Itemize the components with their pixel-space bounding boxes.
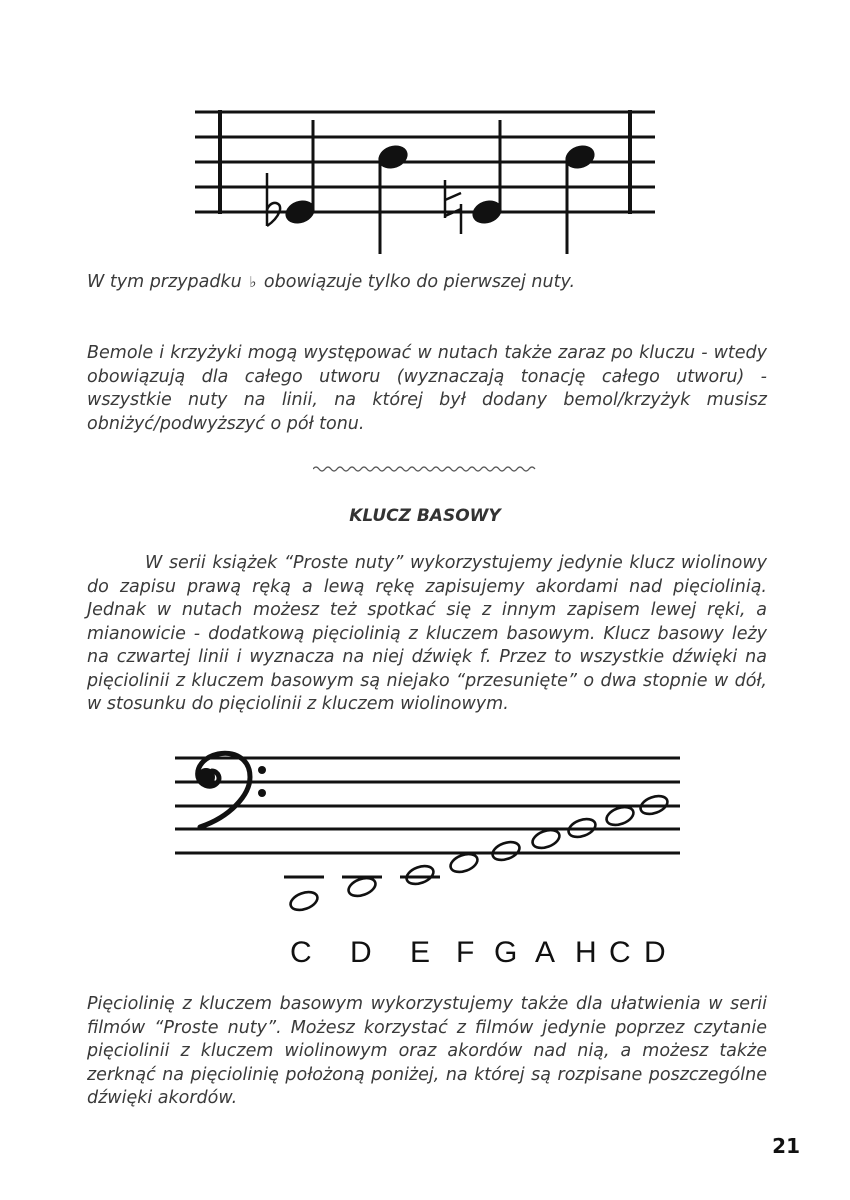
caption-after: obowiązuje tylko do pierwszej nuty. bbox=[258, 272, 576, 292]
caption-before: W tym przypadku bbox=[87, 272, 248, 292]
bass-staff-scale bbox=[170, 745, 690, 915]
note-letter: F bbox=[456, 936, 475, 969]
note-letter: H bbox=[575, 936, 597, 969]
staff-accidentals-example bbox=[190, 100, 660, 260]
section-heading: KLUCZ BASOWY bbox=[349, 506, 501, 526]
note-letter-row bbox=[0, 936, 850, 976]
wavy-divider bbox=[313, 462, 538, 476]
note-letter: D bbox=[350, 936, 372, 969]
flat-sign-icon bbox=[267, 173, 280, 226]
note-c bbox=[288, 889, 320, 914]
note-high-2 bbox=[562, 142, 598, 254]
paragraph-video-series: Pięciolinię z kluczem basowym wykorzystujemy także dla ułatwienia w serii filmów “Proste nuty”. Możesz korzystać z filmów jedynie poprzez czytanie pięciolinii z kluczem wiolinowym oraz akordów nad nią, a możesz także zerknąć na pięciolinię położoną poniżej, na której są rozpisane poszczególne dźwięki akordów. bbox=[87, 994, 767, 1108]
note-letter: C bbox=[290, 936, 312, 969]
note-letter: D bbox=[644, 936, 666, 969]
paragraph-key-signature: Bemole i krzyżyki mogą występować w nutach także zaraz po kluczu - wtedy obowiązują dla całego utworu (wyznaczają tonację całego utworu) - wszystkie nuty na linii, na której był dodany bemol/krzyżyk musisz obniżyć/podwyższyć o pół tonu. bbox=[87, 343, 767, 434]
paragraph-bass-clef: W serii książek “Proste nuty” wykorzystujemy jedynie klucz wiolinowy do zapisu prawą ręką a lewą rękę zapisujemy akordami nad pięciolinią. Jednak w nutach możesz też spotkać się z innym zapisem lewej ręki, a mianowicie - dodatkową pięciolinią z kluczem basowym. Klucz basowy leży na czwartej linii i wyznacza na niej dźwięk f. Przez to wszystkie dźwięki na pięciolinii z kluczem basowym są niejako “przesunięte” o dwa stopnie w dół, w stosunku do pięciolinii z kluczem wiolinowym. bbox=[87, 553, 767, 714]
note-letter: A bbox=[535, 936, 556, 969]
note-letter: G bbox=[494, 936, 518, 969]
note-e bbox=[404, 863, 436, 888]
note-high-1 bbox=[375, 142, 411, 254]
bass-clef-icon bbox=[197, 753, 266, 827]
note-g bbox=[490, 839, 522, 864]
note-letter: E bbox=[410, 936, 431, 969]
page-number: 21 bbox=[772, 1134, 800, 1158]
caption-flat-rule bbox=[87, 272, 575, 292]
flat-symbol-icon: ♭ bbox=[249, 273, 257, 291]
note-letter: C bbox=[609, 936, 631, 969]
